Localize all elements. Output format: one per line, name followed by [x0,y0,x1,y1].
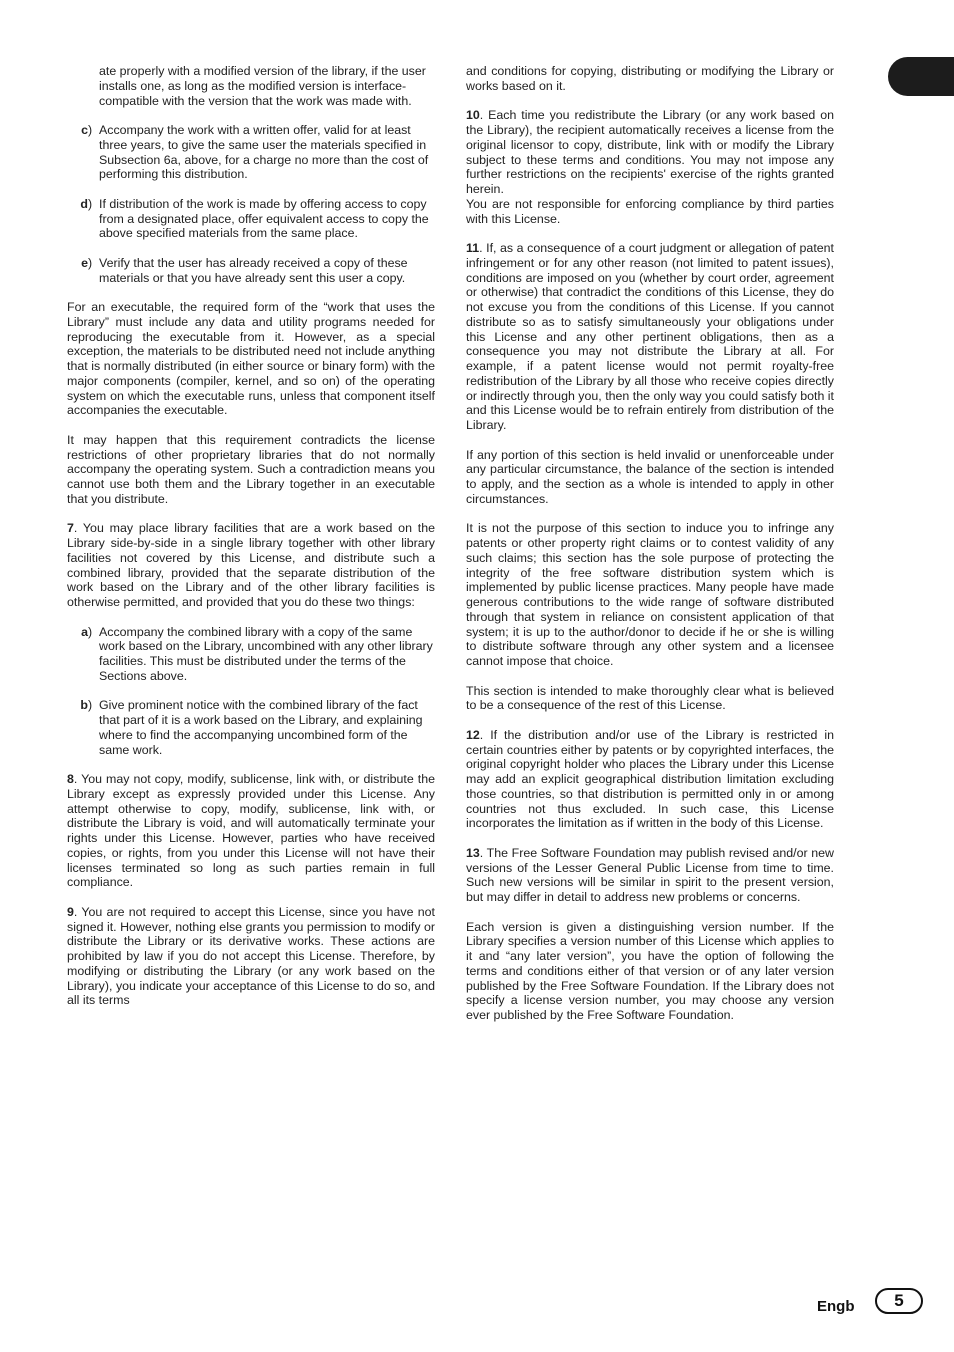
section-text: . Each time you redistribute the Library (or any work based on the Library), the recipient automatically receives a license from the original licensor to copy, distribute, link with or modify the Library subject to these terms and conditions. You may not impose any further restrictions on the recipients' exercise of the rights granted herein. [466,108,834,196]
continued-item-text: ate properly with a modified version of the library, if the user installs one, as long as the modified version is interface-compatible with the version that the work was made with. [99,64,426,108]
list-item-c: c) Accompany the work with a written offer, valid for at least three years, to give the same user the materials specified in Subsection 6a, above, for a charge no more than the cost of performing this distribution. [67,123,435,182]
section-number: 9 [67,904,74,919]
list-item-text: If distribution of the work is made by offering access to copy from a designated place, offer equivalent access to copy the above specified materials from the same place. [99,196,429,241]
paragraph-contradiction: It may happen that this requirement contradicts the license restrictions of other proprietary libraries that do not normally accompany the operating system. Such a contradiction means you cannot use both them and the Library together in an executable that you distribute. [67,432,435,506]
left-column [67,64,435,1023]
list-marker: e [81,255,88,270]
paragraph-purpose: It is not the purpose of this section to induce you to infringe any patents or other property right claims or to contest validity of any such claims; this section has the sole purpose of protecting the integrity of the free software distribution system which is implemented by public license practices. Many people have made generous contributions to the wide range of software distributed through that system in reliance on consistent application of that system; it is up to the author/donor to decide if he or she is willing to distribute software through any other system and a licensee cannot impose that choice. [466,521,834,668]
section-9 [67,905,435,1008]
section-text: . You are not required to accept this License, since you have not signed it. However, nothing else grants you permission to modify or distribute the Library or its derivative works. These actions are prohibited by law if you do not accept this License. Therefore, by modifying or distributing the Library (or any work based on the Library), you indicate your acceptance of this License to do so, and all its terms [67,904,435,1008]
section-number: 7 [67,521,74,536]
section-13 [466,846,834,905]
section-text: . The Free Software Foundation may publish revised and/or new versions of the Lesser General Public License from time to time. Such new versions will be similar in spirit to the present version, but may differ in detail to address new problems or concerns. [466,845,834,904]
list-item-text: Accompany the combined library with a copy of the same work based on the Library, uncombined with any other library facilities. This must be distributed under the terms of the Sections above. [99,624,433,683]
list-item-d: d) If distribution of the work is made by offering access to copy from a designated place, offer equivalent access to copy the above specified materials from the same place. [67,197,435,241]
section-text: . You may not copy, modify, sublicense, link with, or distribute the Library except as expressly provided under this License. Any attempt otherwise to copy, modify, sublicense, link with, or distribute the Library is void, and will automatically terminate your rights under this License. However, parties who have received copies, or rights, from you under this License will not have their licenses terminated so long as such parties remain in full compliance. [67,772,435,890]
section-10 [466,108,834,197]
section-11 [466,241,834,433]
language-label: Engb [817,1298,855,1315]
section-text: . You may place library facilities that are a work based on the Library side-by-side in a single library together with other library facilities not covered by this License, and distribute such a combined library, provided that the separate distribution of the work based on the Library and of the other library facilities is otherwise permitted, and provided that you do these two things: [67,521,435,609]
section-10-responsibility: You are not responsible for enforcing compliance by third parties with this License. [466,196,834,226]
paragraph-version-number: Each version is given a distinguishing version number. If the Library specifies a version number of this License which applies to it and “any later version”, you have the option of following the terms and conditions either of that version or of any later version published by the Free Software Foundation. If the Library does not specify a license version number, you may choose any version ever published by the Free Software Foundation. [466,919,834,1022]
list-item-e: e) Verify that the user has already received a copy of these materials or that you have already sent this user a copy. [67,256,435,286]
section-number: 13 [466,845,480,860]
list-item-text: Accompany the work with a written offer, valid for at least three years, to give the same user the materials specified in Subsection 6a, above, for a charge no more than the cost of performing this distribution. [99,123,429,182]
section-7 [67,521,435,610]
right-column [466,64,834,1038]
page-number: 5 [875,1288,923,1314]
paragraph-executable: For an executable, the required form of the “work that uses the Library” must include any data and utility programs needed for reproducing the executable from it. However, as a special exception, the materials to be distributed need not include anything that is normally distributed (in either source or binary form) with the major components (compiler, kernel, and so on) of the operating system on which the executable runs, unless that component itself accompanies the executable. [67,300,435,418]
list-item-a: a) Accompany the combined library with a copy of the same work based on the Library, uncombined with any other library facilities. This must be distributed under the terms of the Sections above. [67,625,435,684]
section-text: . If the distribution and/or use of the Library is restricted in certain countries either by patents or by copyrighted interfaces, the original copyright holder who places the Library under this License may add an explicit geographical distribution limitation excluding those countries, so that distribution is permitted only in or among countries not thus excluded. In such case, this License incorporates the limitation as if written in the body of this License. [466,727,834,831]
section-tab [888,57,954,96]
list-marker: d [80,196,88,211]
list-marker: a [81,624,88,639]
paragraph-invalid-portion: If any portion of this section is held invalid or unenforceable under any particular circumstance, the balance of the section is intended to apply, and the section as a whole is intended to apply in other circumstances. [466,447,834,506]
list-marker: c [81,123,88,137]
section-8 [67,772,435,890]
list-item-text: Give prominent notice with the combined library of the fact that part of it is a work based on the Library, and explaining where to find the accompanying uncombined form of the same work. [99,698,423,757]
section-number: 11 [466,241,480,255]
list-item-text: Verify that the user has already received a copy of these materials or that you have already sent this user a copy. [99,255,408,285]
section-12 [466,728,834,831]
section-text: . If, as a consequence of a court judgment or allegation of patent infringement or for any other reason (not limited to patent issues), conditions are imposed on you (whether by court order, agreement or otherwise) that contradict the conditions of this License, they do not excuse you from the conditions of this License. If you cannot distribute so as to satisfy simultaneously your obligations under this License and any other pertinent obligations, then as a consequence you may not distribute the Library at all. For example, if a patent license would not permit royalty-free redistribution of the Library by all those who receive copies directly or indirectly through you, then the only way you could satisfy both it and this License would be to refrain entirely from distribution of the Library. [466,241,834,432]
list-marker: b [80,698,88,713]
section-9-continued: and conditions for copying, distributing or modifying the Library or works based on it. [466,64,834,93]
list-item-b: b) Give prominent notice with the combined library of the fact that part of it is a work based on the Library, and explaining where to find the accompanying uncombined form of the same work. [67,698,435,757]
paragraph-clarification: This section is intended to make thoroughly clear what is believed to be a consequence of the rest of this License. [466,683,834,713]
section-number: 12 [466,727,480,742]
section-number: 10 [466,108,480,123]
section-number: 8 [67,772,74,786]
